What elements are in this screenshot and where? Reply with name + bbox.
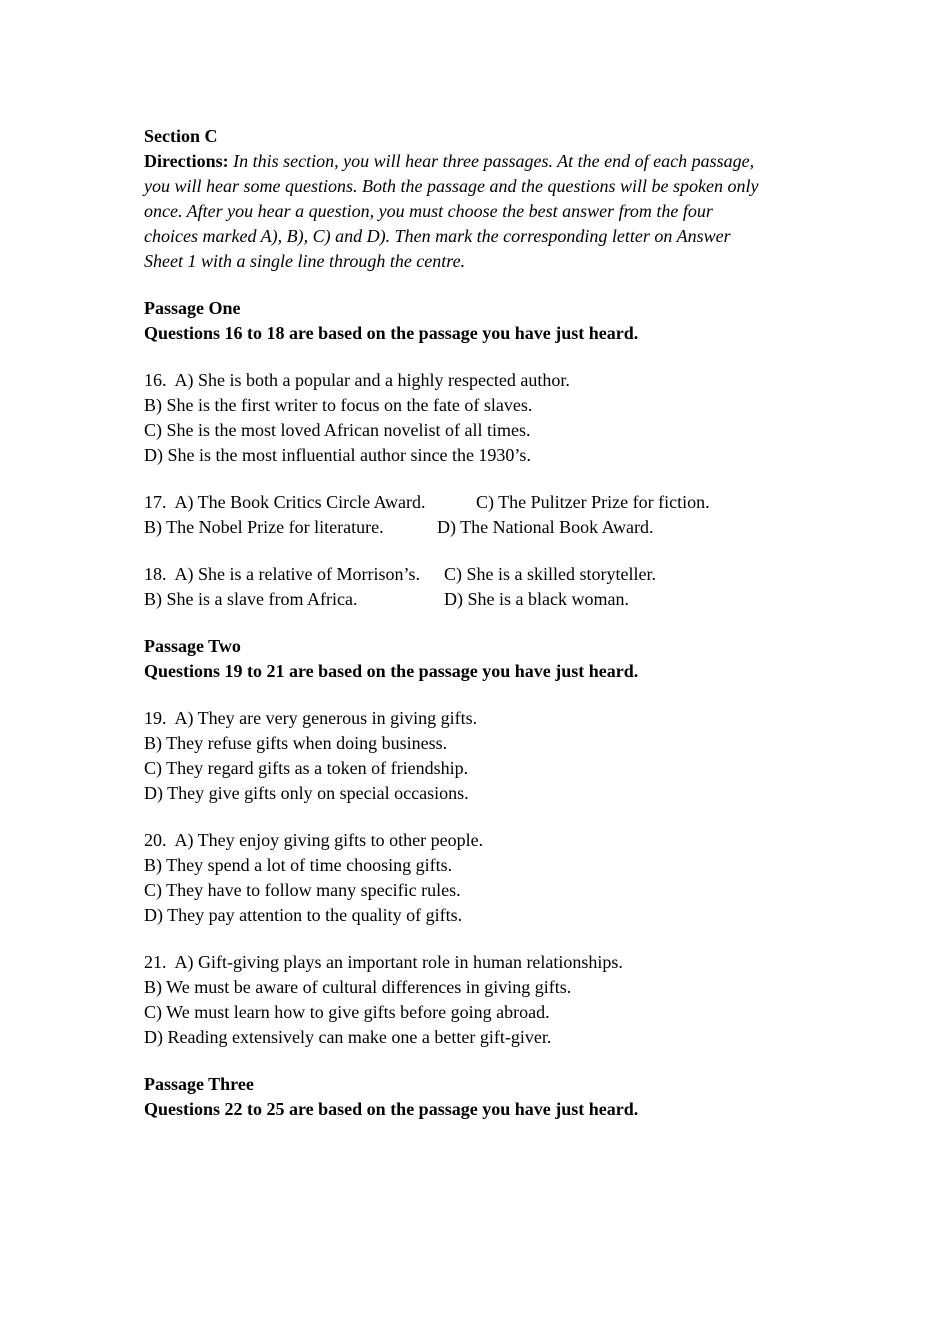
question-18-option-a: 18. A) She is a relative of Morrison’s.: [144, 564, 420, 584]
section-title: Section C: [144, 126, 218, 146]
question-19-option-c: C) They regard gifts as a token of friendship.: [144, 758, 469, 778]
directions-label: Directions:: [144, 151, 229, 171]
question-18-option-b: B) She is a slave from Africa.: [144, 589, 358, 609]
question-21-option-a: 21. A) Gift-giving plays an important role in human relationships.: [144, 952, 623, 972]
question-16-option-b: B) She is the first writer to focus on the fate of slaves.: [144, 395, 533, 415]
question-17-option-b: B) The Nobel Prize for literature.: [144, 517, 384, 537]
passage-two-instruction: Questions 19 to 21 are based on the passage you have just heard.: [144, 661, 639, 681]
question-19-option-d: D) They give gifts only on special occasions.: [144, 783, 469, 803]
question-17-row-2: [144, 515, 824, 540]
directions-line-4: choices marked A), B), C) and D). Then mark the corresponding letter on Answer: [144, 226, 731, 246]
question-18-row-1: [144, 562, 824, 587]
question-19-option-b: B) They refuse gifts when doing business.: [144, 733, 448, 753]
question-17-row-1: [144, 490, 824, 515]
directions-line-5: Sheet 1 with a single line through the centre.: [144, 251, 466, 271]
question-16-option-c: C) She is the most loved African novelist of all times.: [144, 420, 531, 440]
question-18-row-2: [144, 587, 824, 612]
question-21-option-b: B) We must be aware of cultural differences in giving gifts.: [144, 977, 572, 997]
question-20-option-d: D) They pay attention to the quality of gifts.: [144, 905, 463, 925]
question-17-option-a: 17. A) The Book Critics Circle Award.: [144, 492, 426, 512]
question-16-option-d: D) She is the most influential author since the 1930’s.: [144, 445, 531, 465]
question-21-option-c: C) We must learn how to give gifts before going abroad.: [144, 1002, 550, 1022]
passage-two-title: Passage Two: [144, 636, 241, 656]
question-18-option-c: C) She is a skilled storyteller.: [444, 564, 656, 584]
passage-three-instruction: Questions 22 to 25 are based on the passage you have just heard.: [144, 1099, 639, 1119]
question-20-option-c: C) They have to follow many specific rules.: [144, 880, 461, 900]
passage-one-instruction: Questions 16 to 18 are based on the passage you have just heard.: [144, 323, 639, 343]
directions-line-3: once. After you hear a question, you must choose the best answer from the four: [144, 201, 713, 221]
question-16-option-a: 16. A) She is both a popular and a highly respected author.: [144, 370, 570, 390]
question-18-option-d: D) She is a black woman.: [444, 589, 629, 609]
question-20-option-a: 20. A) They enjoy giving gifts to other people.: [144, 830, 484, 850]
document-page: [144, 124, 824, 1122]
directions-text: In this section, you will hear three passages. At the end of each passage,: [233, 151, 755, 171]
question-21-option-d: D) Reading extensively can make one a better gift-giver.: [144, 1027, 552, 1047]
directions-line-1: [144, 149, 824, 174]
passage-one-title: Passage One: [144, 298, 241, 318]
passage-three-title: Passage Three: [144, 1074, 254, 1094]
question-17-option-d: D) The National Book Award.: [437, 517, 654, 537]
question-20-option-b: B) They spend a lot of time choosing gifts.: [144, 855, 453, 875]
question-19-option-a: 19. A) They are very generous in giving gifts.: [144, 708, 478, 728]
question-17-option-c: C) The Pulitzer Prize for fiction.: [476, 492, 710, 512]
directions-line-2: you will hear some questions. Both the passage and the questions will be spoken only: [144, 176, 759, 196]
